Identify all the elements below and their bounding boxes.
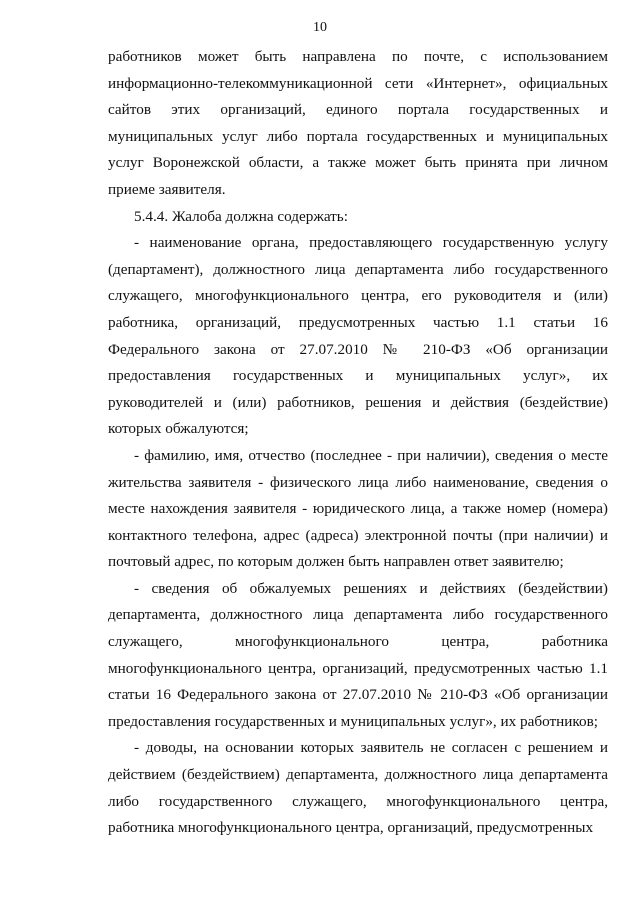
paragraph-arguments: - доводы, на основании которых заявитель не согласен с решением и действием (бездействием) департамента, должностного лица департамента либо государственного служащего, многофункционального центра, работника многофункционального центра, организаций, предусмотренных — [108, 739, 608, 837]
paragraph-applicant-details: - фамилию, имя, отчество (последнее - при наличии), сведения о месте жительства заявителя - физического лица либо наименование, сведения о месте нахождения заявителя - юридического лица, а также номер (номера) контактного телефона, адрес (адреса) электронной почты (при наличии) и почтовый адрес, по которым должен быть направлен ответ заявителю; — [108, 446, 608, 571]
paragraph-body-name: - наименование органа, предоставляющего государственную услугу (департамент), должностного лица департамента либо государственного служащего, многофункционального центра, его руководителя и (или) работника, организаций, предусмотренных частью 1.1 статьи 16 Федерального закона от 27.07.2010 № 210-ФЗ «Об организации предоставления государственных и муниципальных услуг», их руководителей и (или) работников, решения и действия (бездействие) которых обжалуются; — [108, 234, 608, 438]
page-number: 10 — [313, 20, 327, 35]
paragraph-submission-channels: работников может быть направлена по почте, с использованием информационно-телекоммуникационной сети «Интернет», официальных сайтов этих организаций, единого портала государственных и муниципальных услуг либо портала государственных и муниципальных услуг Воронежской области, а также может быть принята при личном приеме заявителя. — [108, 48, 608, 198]
paragraph-complaint-contents-heading: 5.4.4. Жалоба должна содержать: — [134, 207, 348, 225]
document-body — [108, 44, 608, 842]
paragraph-appealed-decisions: - сведения об обжалуемых решениях и действиях (бездействии) департамента, должностного лица департамента либо государственного служащего, многофункционального центра, работника многофункционального центра, организаций, предусмотренных частью 1.1 статьи 16 Федерального закона от 27.07.2010 № 210-ФЗ «Об организации предоставления государственных и муниципальных услуг», их работников; — [108, 579, 608, 730]
